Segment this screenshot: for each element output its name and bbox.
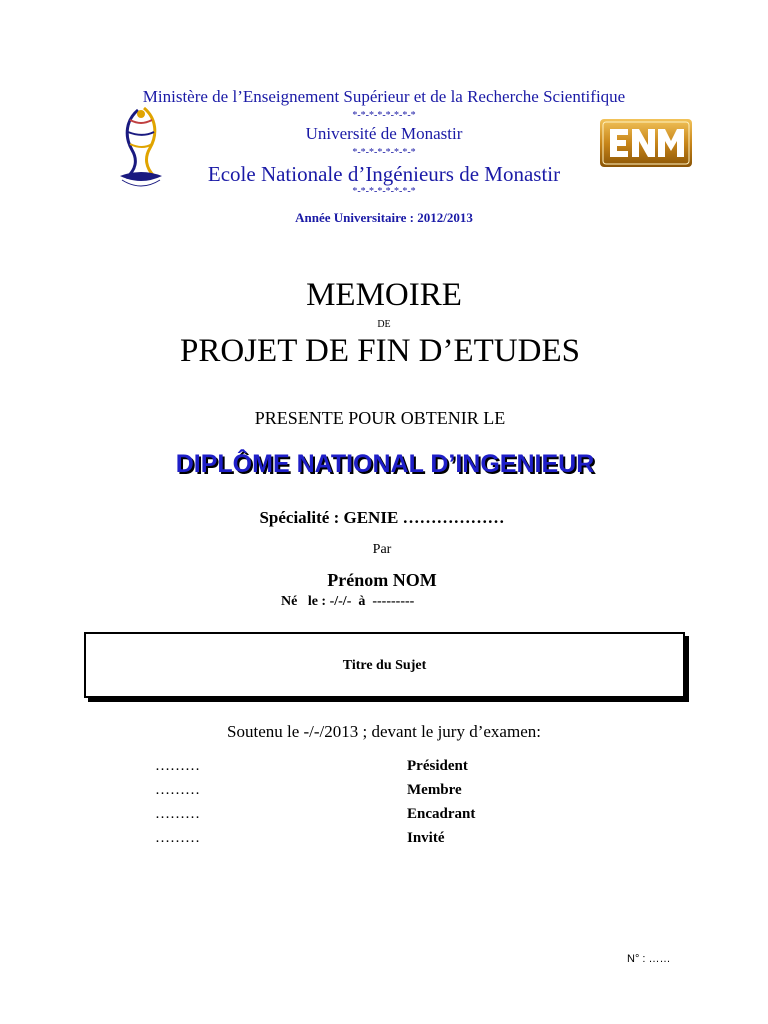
enim-logo-icon [600, 119, 692, 167]
separator-stars: *-*-*-*-*-*-*-* [352, 110, 416, 121]
jury-member-role: Membre [407, 782, 462, 798]
jury-member-name: ……… [155, 782, 200, 798]
separator-stars: *-*-*-*-*-*-*-* [352, 186, 416, 197]
document-number: N° : …… [627, 953, 671, 965]
de-label: DE [377, 319, 391, 330]
jury-member-role: Président [407, 758, 468, 774]
jury-intro: Soutenu le -/-/2013 ; devant le jury d’examen: [227, 722, 541, 741]
ministry-name: Ministère de l’Enseignement Supérieur et de la Recherche Scientifique [142, 87, 626, 106]
jury-member-name: ……… [155, 830, 200, 846]
jury-member-role: Encadrant [407, 806, 476, 822]
par-label: Par [372, 542, 392, 557]
candidate-name: Prénom NOM [327, 570, 437, 590]
presente-text: PRESENTE POUR OBTENIR LE [254, 408, 506, 428]
school-name: Ecole Nationale d’Ingénieurs de Monastir [207, 162, 561, 186]
diplome-title: DIPLÔME NATIONAL D’INGENIEUR [175, 450, 595, 478]
academic-year: Année Universitaire : 2012/2013 [295, 210, 473, 225]
subject-title-box [84, 632, 685, 698]
separator-stars: *-*-*-*-*-*-*-* [352, 147, 416, 158]
projet-title: PROJET DE FIN D’ETUDES [180, 333, 580, 369]
university-emblem-icon [108, 106, 174, 192]
jury-member-name: ……… [155, 806, 200, 822]
university-name: Université de Monastir [305, 124, 463, 143]
jury-member-name: ……… [155, 758, 200, 774]
memoire-title: MEMOIRE [306, 277, 462, 313]
jury-member-role: Invité [407, 830, 445, 846]
specialite-line: Spécialité : GENIE ……………… [259, 508, 505, 527]
birth-line: Né le : -/-/- à --------- [281, 594, 415, 609]
subject-title: Titre du Sujet [342, 658, 427, 673]
